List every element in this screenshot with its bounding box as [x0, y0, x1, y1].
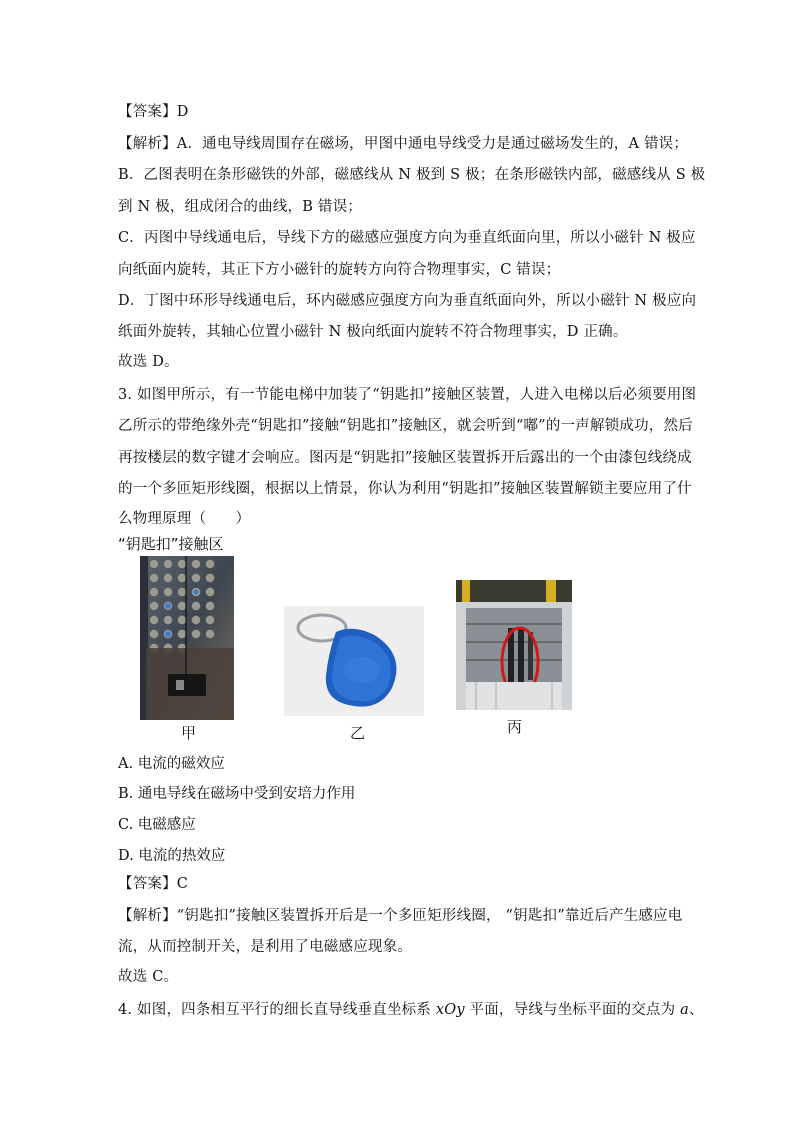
q4-point-a: a — [680, 1002, 689, 1018]
q4-stem-text-2: 平面，导线与坐标平面的交点为 — [464, 1002, 681, 1018]
q2-analysis-line-6: D．丁图中环形导线通电后，环内磁感应强度方向为垂直纸面向外，所以小磁针 N 极应向 — [118, 293, 697, 309]
q3-analysis-line-2: 流，从而控制开关，是利用了电磁感应现象。 — [118, 939, 412, 955]
option-a: A. 电流的磁效应 — [118, 756, 225, 772]
q3-stem-line-3: 再按楼层的数字键才会响应。图丙是“钥匙扣”接触区装置拆开后露出的一个由漆包线绕成 — [118, 450, 692, 466]
q3-stem-line-5: 么物理原理（ ） — [118, 511, 251, 527]
q2-conclusion: 故选 D。 — [118, 354, 179, 370]
q4-coordinate-system: xOy — [435, 1002, 465, 1018]
q2-answer: 【答案】D — [118, 104, 189, 120]
q2-analysis-line-1: 【解析】A．通电导线周围存在磁场，甲图中通电导线受力是通过磁场发生的，A 错误； — [118, 136, 689, 152]
q3-stem-line-4: 的一个多匝矩形线圈，根据以上情景，你认为利用“钥匙扣”接触区装置解锁主要应用了什 — [118, 481, 692, 497]
key-fob-photo — [284, 606, 424, 716]
q3-analysis-line-1: 【解析】“钥匙扣”接触区装置拆开后是一个多匝矩形线圈， “钥匙扣”靠近后产生感应电 — [118, 908, 683, 924]
figure-caption-c: 丙 — [507, 718, 523, 736]
q3-stem-line-1: 3. 如图甲所示，有一节能电梯中加装了“钥匙扣”接触区装置，人进入电梯以后必须要用图 — [118, 387, 697, 403]
q3-conclusion: 故选 C。 — [118, 969, 179, 985]
figure-label: “钥匙扣”接触区 — [118, 535, 224, 553]
figure-caption-a: 甲 — [181, 724, 197, 742]
q2-analysis-line-4: C．丙图中导线通电后，导线下方的磁感应强度方向为垂直纸面向里，所以小磁针 N 极应 — [118, 230, 696, 246]
q2-analysis-line-3: 到 N 极，组成闭合的曲线，B 错误； — [118, 199, 362, 215]
q2-analysis-line-5: 向纸面内旋转，其正下方小磁针的旋转方向符合物理事实，C 错误； — [118, 262, 561, 278]
q4-stem-text-1: 4. 如图，四条相互平行的细长直导线垂直坐标系 — [118, 1002, 436, 1018]
option-b: B. 通电导线在磁场中受到安培力作用 — [118, 786, 356, 802]
elevator-panel-photo — [140, 556, 234, 720]
q4-stem-text-3: 、 — [689, 1002, 704, 1018]
q3-answer: 【答案】C — [118, 876, 189, 892]
option-c: C. 电磁感应 — [118, 817, 196, 833]
q2-analysis-line-7: 纸面外旋转，其轴心位置小磁针 N 极向纸面内旋转不符合物理事实，D 正确。 — [118, 324, 628, 340]
q2-analysis-line-2: B．乙图表明在条形磁铁的外部，磁感线从 N 极到 S 极；在条形磁铁内部，磁感线从 S 极 — [118, 167, 706, 183]
figure-caption-b: 乙 — [350, 724, 366, 742]
option-d: D. 电流的热效应 — [118, 848, 226, 864]
coil-device-photo — [456, 580, 572, 710]
q3-stem-line-2: 乙所示的带绝缘外壳“钥匙扣”接触“钥匙扣”接触区，就会听到“嘟”的一声解锁成功，然后 — [118, 418, 693, 434]
q4-stem-line-1 — [118, 1000, 704, 1020]
